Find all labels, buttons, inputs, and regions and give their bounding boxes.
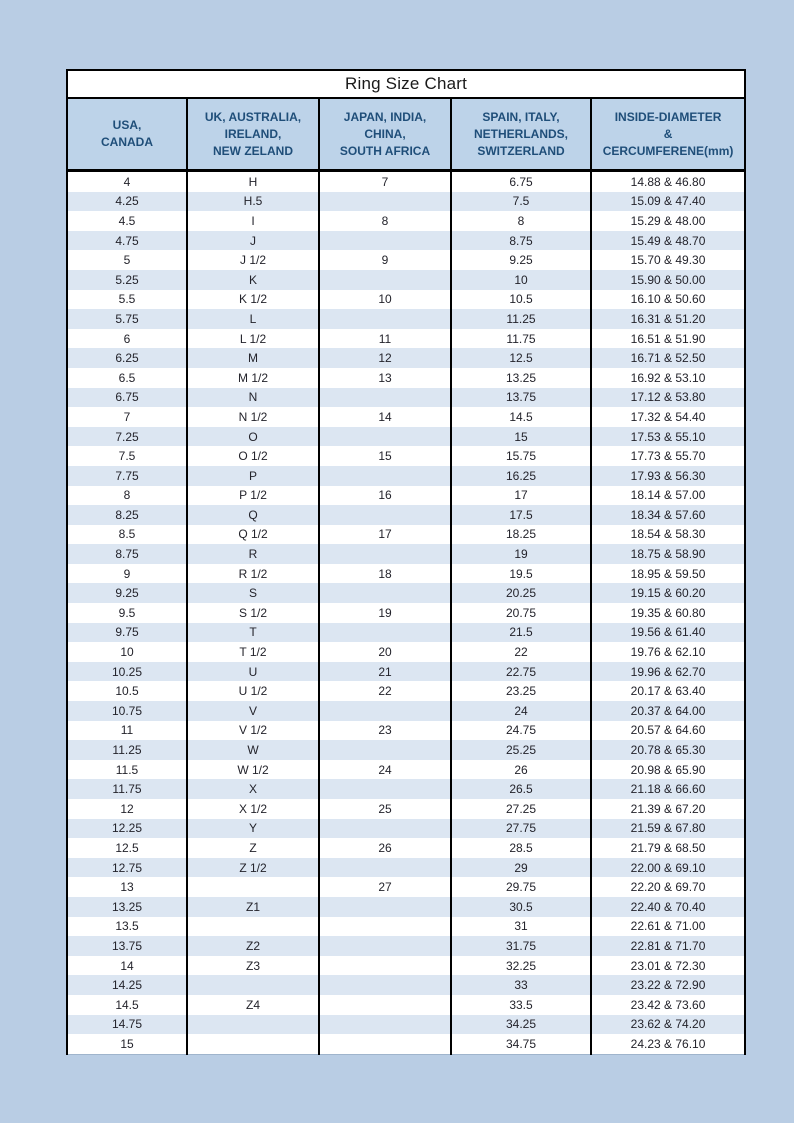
table-cell (319, 740, 451, 760)
table-cell: 7.25 (67, 427, 187, 447)
table-cell (319, 819, 451, 839)
table-cell: 20.78 & 65.30 (591, 740, 745, 760)
table-row (67, 231, 745, 251)
table-cell: 31 (451, 917, 591, 937)
column-header-line: NEW ZELAND (213, 143, 293, 158)
table-cell: W 1/2 (187, 760, 319, 780)
table-row (67, 897, 745, 917)
table-cell: 8.75 (451, 231, 591, 251)
column-header-line: CHINA, (364, 126, 406, 141)
table-cell: 24 (319, 760, 451, 780)
table-row (67, 309, 745, 329)
column-header-line: NETHERLANDS, (473, 126, 568, 141)
table-cell: 5.75 (67, 309, 187, 329)
table-cell: T (187, 623, 319, 643)
table-cell: 23.62 & 74.20 (591, 1015, 745, 1035)
column-header-4 (451, 98, 591, 171)
table-cell: 21.39 & 67.20 (591, 799, 745, 819)
table-cell: 34.75 (451, 1034, 591, 1054)
table-cell: 18.75 & 58.90 (591, 544, 745, 564)
table-cell: 12.5 (451, 348, 591, 368)
table-cell: 4.25 (67, 192, 187, 212)
table-cell: 14 (319, 407, 451, 427)
table-cell: 16.51 & 51.90 (591, 329, 745, 349)
table-cell: 27 (319, 877, 451, 897)
table-cell: 18.25 (451, 525, 591, 545)
table-row (67, 171, 745, 192)
column-header-line: USA, (112, 118, 142, 132)
table-cell: Q (187, 505, 319, 525)
table-cell: 24.75 (451, 721, 591, 741)
table-cell: L (187, 309, 319, 329)
table-cell: M 1/2 (187, 368, 319, 388)
table-cell: 19 (319, 603, 451, 623)
column-header-line: & (663, 126, 673, 141)
table-cell: 22.75 (451, 662, 591, 682)
table-row (67, 388, 745, 408)
table-cell: 22 (319, 681, 451, 701)
table-cell: 14.5 (67, 995, 187, 1015)
table-cell: 6 (67, 329, 187, 349)
table-cell: 15 (319, 446, 451, 466)
table-row (67, 740, 745, 760)
table-row (67, 250, 745, 270)
table-cell: H (187, 171, 319, 192)
table-body (67, 171, 745, 1055)
table-cell (187, 975, 319, 995)
table-cell (319, 505, 451, 525)
table-cell: 10.25 (67, 662, 187, 682)
table-cell: Z 1/2 (187, 858, 319, 878)
table-cell: V 1/2 (187, 721, 319, 741)
table-cell (319, 270, 451, 290)
table-row (67, 329, 745, 349)
table-row (67, 936, 745, 956)
table-cell: 8.75 (67, 544, 187, 564)
table-cell: 13 (67, 877, 187, 897)
table-cell (187, 1034, 319, 1054)
table-cell: 17.32 & 54.40 (591, 407, 745, 427)
table-cell: 15.75 (451, 446, 591, 466)
table-cell: 24.23 & 76.10 (591, 1034, 745, 1054)
table-cell: Z4 (187, 995, 319, 1015)
table-cell: U 1/2 (187, 681, 319, 701)
table-row (67, 701, 745, 721)
table-cell (187, 917, 319, 937)
table-cell: 27.75 (451, 819, 591, 839)
table-cell: 15.09 & 47.40 (591, 192, 745, 212)
table-cell (319, 466, 451, 486)
table-row (67, 838, 745, 858)
table-cell: K 1/2 (187, 290, 319, 310)
table-cell: 11.25 (67, 740, 187, 760)
table-cell: O (187, 427, 319, 447)
table-cell: 23.42 & 73.60 (591, 995, 745, 1015)
table-cell (319, 975, 451, 995)
table-row (67, 662, 745, 682)
column-header-5 (591, 98, 745, 171)
table-cell (319, 1034, 451, 1054)
table-cell: 18 (319, 564, 451, 584)
table-cell: 33.5 (451, 995, 591, 1015)
table-cell: 16.25 (451, 466, 591, 486)
table-cell: 22.40 & 70.40 (591, 897, 745, 917)
table-cell: R (187, 544, 319, 564)
column-header-line: UK, AUSTRALIA, (204, 109, 302, 124)
table-cell: 19.35 & 60.80 (591, 603, 745, 623)
table-cell: 19.76 & 62.10 (591, 642, 745, 662)
table-title: Ring Size Chart (67, 70, 745, 98)
table-cell: M (187, 348, 319, 368)
table-cell: O 1/2 (187, 446, 319, 466)
table-cell: S (187, 583, 319, 603)
column-header-2 (187, 98, 319, 171)
table-cell: 19.96 & 62.70 (591, 662, 745, 682)
table-cell (187, 1015, 319, 1035)
table-cell: 32.25 (451, 956, 591, 976)
table-cell (319, 309, 451, 329)
table-cell: Z (187, 838, 319, 858)
column-header-line: IRELAND, (224, 126, 282, 141)
table-cell: 34.25 (451, 1015, 591, 1035)
table-cell: 16.71 & 52.50 (591, 348, 745, 368)
table-cell: W (187, 740, 319, 760)
table-cell (319, 192, 451, 212)
table-cell: 10.5 (67, 681, 187, 701)
table-cell: 23.22 & 72.90 (591, 975, 745, 995)
column-header-line: SPAIN, ITALY, (482, 109, 560, 124)
table-cell: 22.81 & 71.70 (591, 936, 745, 956)
table-row (67, 917, 745, 937)
table-cell: 7.5 (451, 192, 591, 212)
table-row (67, 544, 745, 564)
table-row (67, 779, 745, 799)
table-cell: 22.61 & 71.00 (591, 917, 745, 937)
table-cell: Z1 (187, 897, 319, 917)
table-cell: 10 (67, 642, 187, 662)
table-cell: 26 (319, 838, 451, 858)
table-cell: Z3 (187, 956, 319, 976)
column-header-line: SOUTH AFRICA (339, 143, 431, 158)
table-cell: 12 (319, 348, 451, 368)
table-cell: 5 (67, 250, 187, 270)
table-cell: 4 (67, 171, 187, 192)
table-cell: X 1/2 (187, 799, 319, 819)
table-row (67, 858, 745, 878)
table-cell: 11 (67, 721, 187, 741)
table-cell: 11.5 (67, 760, 187, 780)
table-cell: 11 (319, 329, 451, 349)
table-cell: 17.53 & 55.10 (591, 427, 745, 447)
table-cell (319, 956, 451, 976)
column-header-line: SWITZERLAND (477, 143, 565, 158)
table-cell: Z2 (187, 936, 319, 956)
table-row (67, 681, 745, 701)
table-cell: 7.5 (67, 446, 187, 466)
table-cell: 17.5 (451, 505, 591, 525)
table-cell: 12.25 (67, 819, 187, 839)
table-row (67, 799, 745, 819)
table-cell: 24 (451, 701, 591, 721)
table-cell: 6.25 (67, 348, 187, 368)
table-cell: 17 (451, 486, 591, 506)
table-cell: 9.25 (67, 583, 187, 603)
table-cell: 17.73 & 55.70 (591, 446, 745, 466)
table-cell: 14.75 (67, 1015, 187, 1035)
table-row (67, 975, 745, 995)
table-cell: 5.5 (67, 290, 187, 310)
table-cell: 21.79 & 68.50 (591, 838, 745, 858)
table-cell: 18.95 & 59.50 (591, 564, 745, 584)
table-row (67, 995, 745, 1015)
table-cell: 9 (67, 564, 187, 584)
table-cell: 29 (451, 858, 591, 878)
table-cell (319, 1015, 451, 1035)
table-cell: 8 (451, 211, 591, 231)
table-cell: 15 (451, 427, 591, 447)
table-cell: 14.88 & 46.80 (591, 171, 745, 192)
table-cell: 8.25 (67, 505, 187, 525)
table-cell: Y (187, 819, 319, 839)
column-header-line: JAPAN, INDIA, (343, 109, 427, 124)
column-header-line: INSIDE-DIAMETER (614, 109, 722, 124)
table-row (67, 583, 745, 603)
table-cell: 15.49 & 48.70 (591, 231, 745, 251)
table-cell (319, 995, 451, 1015)
table-cell: 6.5 (67, 368, 187, 388)
table-cell: 4.75 (67, 231, 187, 251)
table-cell: 15.70 & 49.30 (591, 250, 745, 270)
table-cell: 14.25 (67, 975, 187, 995)
table-cell: 21.18 & 66.60 (591, 779, 745, 799)
table-cell: 22 (451, 642, 591, 662)
column-header-line: CERCUMFERENE(mm) (602, 143, 734, 158)
table-cell: 9.25 (451, 250, 591, 270)
table-row (67, 446, 745, 466)
table-cell (319, 858, 451, 878)
table-row (67, 819, 745, 839)
table-cell: 13 (319, 368, 451, 388)
table-cell: 9.5 (67, 603, 187, 623)
table-cell: 16.31 & 51.20 (591, 309, 745, 329)
table-cell: 19 (451, 544, 591, 564)
table-cell: 14.5 (451, 407, 591, 427)
table-cell (319, 544, 451, 564)
table-cell: T 1/2 (187, 642, 319, 662)
table-cell: L 1/2 (187, 329, 319, 349)
table-cell: 13.75 (67, 936, 187, 956)
table-cell: K (187, 270, 319, 290)
table-cell: 20.57 & 64.60 (591, 721, 745, 741)
table-row (67, 211, 745, 231)
table-cell: P (187, 466, 319, 486)
column-header-line: CANADA (101, 135, 153, 149)
table-cell: U (187, 662, 319, 682)
table-cell: 16.92 & 53.10 (591, 368, 745, 388)
table-cell: 23 (319, 721, 451, 741)
table-cell: 23.25 (451, 681, 591, 701)
table-cell: R 1/2 (187, 564, 319, 584)
table-cell: 12.75 (67, 858, 187, 878)
table-cell: 7 (67, 407, 187, 427)
table-cell: 26 (451, 760, 591, 780)
table-row (67, 407, 745, 427)
table-cell: 11.75 (451, 329, 591, 349)
table-cell: 20.98 & 65.90 (591, 760, 745, 780)
table-cell: 13.5 (67, 917, 187, 937)
table-cell: 20.75 (451, 603, 591, 623)
table-cell: 20 (319, 642, 451, 662)
table-cell: 33 (451, 975, 591, 995)
table-cell: 13.25 (67, 897, 187, 917)
table-row (67, 368, 745, 388)
column-header-3 (319, 98, 451, 171)
table-cell: J (187, 231, 319, 251)
table-cell (319, 388, 451, 408)
table-cell: 6.75 (451, 171, 591, 192)
table-row (67, 427, 745, 447)
table-cell (319, 917, 451, 937)
table-row (67, 505, 745, 525)
table-cell: 21.5 (451, 623, 591, 643)
table-cell: 28.5 (451, 838, 591, 858)
table-cell (319, 936, 451, 956)
table-cell: 11.75 (67, 779, 187, 799)
table-cell: X (187, 779, 319, 799)
table-cell: 19.15 & 60.20 (591, 583, 745, 603)
table-cell: 29.75 (451, 877, 591, 897)
table-cell: 21.59 & 67.80 (591, 819, 745, 839)
table-row (67, 642, 745, 662)
table-cell: 16 (319, 486, 451, 506)
table-row (67, 466, 745, 486)
table-row (67, 1034, 745, 1054)
table-cell: 4.5 (67, 211, 187, 231)
table-cell: 25.25 (451, 740, 591, 760)
table-cell: 22.00 & 69.10 (591, 858, 745, 878)
table-cell: 18.54 & 58.30 (591, 525, 745, 545)
table-cell: 9 (319, 250, 451, 270)
table-row (67, 623, 745, 643)
table-cell (319, 583, 451, 603)
table-row (67, 603, 745, 623)
table-cell: 13.25 (451, 368, 591, 388)
table-cell: 8.5 (67, 525, 187, 545)
table-cell (319, 231, 451, 251)
table-cell (319, 427, 451, 447)
table-cell: V (187, 701, 319, 721)
table-row (67, 564, 745, 584)
table-cell: 21 (319, 662, 451, 682)
table-cell: 23.01 & 72.30 (591, 956, 745, 976)
table-cell: 10 (451, 270, 591, 290)
ring-size-chart-sheet (66, 69, 744, 1055)
table-row (67, 1015, 745, 1035)
table-cell (319, 623, 451, 643)
table-row (67, 270, 745, 290)
table-row (67, 877, 745, 897)
table-cell: 18.34 & 57.60 (591, 505, 745, 525)
table-cell: 17 (319, 525, 451, 545)
table-row (67, 956, 745, 976)
table-cell (319, 701, 451, 721)
table-cell: N (187, 388, 319, 408)
table-cell: S 1/2 (187, 603, 319, 623)
table-cell: 27.25 (451, 799, 591, 819)
table-cell: 10 (319, 290, 451, 310)
table-cell: 31.75 (451, 936, 591, 956)
table-cell (187, 877, 319, 897)
table-row (67, 192, 745, 212)
table-cell: 8 (67, 486, 187, 506)
table-cell: 14 (67, 956, 187, 976)
table-cell: 25 (319, 799, 451, 819)
table-cell: 10.75 (67, 701, 187, 721)
table-row (67, 721, 745, 741)
table-cell: 15.90 & 50.00 (591, 270, 745, 290)
table-cell: 20.25 (451, 583, 591, 603)
table-cell: 9.75 (67, 623, 187, 643)
table-cell: 20.17 & 63.40 (591, 681, 745, 701)
table-cell: J 1/2 (187, 250, 319, 270)
table-cell: Q 1/2 (187, 525, 319, 545)
table-cell: I (187, 211, 319, 231)
table-cell: P 1/2 (187, 486, 319, 506)
table-row (67, 760, 745, 780)
table-cell: 16.10 & 50.60 (591, 290, 745, 310)
table-cell: 6.75 (67, 388, 187, 408)
table-cell: 5.25 (67, 270, 187, 290)
table-cell: 22.20 & 69.70 (591, 877, 745, 897)
table-cell (319, 897, 451, 917)
table-row (67, 348, 745, 368)
table-row (67, 525, 745, 545)
table-row (67, 486, 745, 506)
table-header-row (67, 98, 745, 171)
table-cell: 15.29 & 48.00 (591, 211, 745, 231)
table-cell: 30.5 (451, 897, 591, 917)
table-cell: 26.5 (451, 779, 591, 799)
table-cell: 17.93 & 56.30 (591, 466, 745, 486)
table-cell: 10.5 (451, 290, 591, 310)
column-header-1 (67, 98, 187, 171)
table-cell: H.5 (187, 192, 319, 212)
table-cell: 15 (67, 1034, 187, 1054)
table-cell: 20.37 & 64.00 (591, 701, 745, 721)
table-cell: 19.5 (451, 564, 591, 584)
table-cell: 7 (319, 171, 451, 192)
table-cell: 19.56 & 61.40 (591, 623, 745, 643)
table-cell: 12.5 (67, 838, 187, 858)
table-cell (319, 779, 451, 799)
table-cell: 12 (67, 799, 187, 819)
table-cell: 17.12 & 53.80 (591, 388, 745, 408)
table-cell: 11.25 (451, 309, 591, 329)
table-row (67, 290, 745, 310)
table-cell: N 1/2 (187, 407, 319, 427)
table-cell: 8 (319, 211, 451, 231)
table-cell: 18.14 & 57.00 (591, 486, 745, 506)
ring-size-table (66, 69, 746, 1055)
table-cell: 7.75 (67, 466, 187, 486)
table-title-row (67, 70, 745, 98)
table-cell: 13.75 (451, 388, 591, 408)
